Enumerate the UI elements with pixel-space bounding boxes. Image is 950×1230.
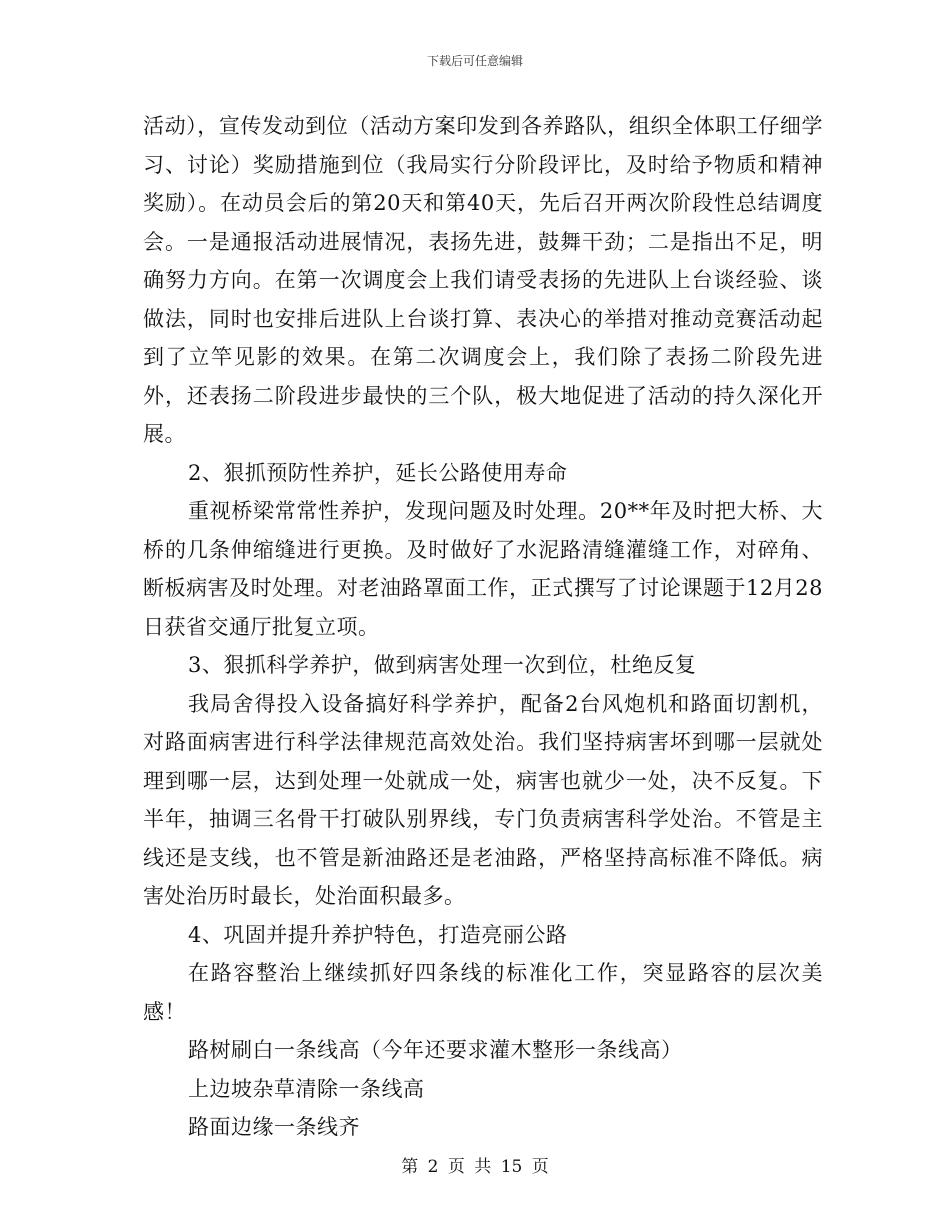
list-line-3: 路面边缘一条线齐 bbox=[188, 1115, 360, 1139]
heading-4: 4、巩固并提升养护特色，打造亮丽公路 bbox=[188, 922, 568, 947]
page-footer: 第 2 页 共 15 页 bbox=[401, 1157, 549, 1177]
paragraph-4: 在路容整治上继续抓好四条线的标准化工作，突显路容的层次美感！ bbox=[143, 961, 823, 1024]
list-line-2: 上边坡杂草清除一条线高 bbox=[188, 1076, 425, 1101]
page-header: 下载后可任意编辑 bbox=[426, 54, 523, 68]
paragraph-3: 我局舍得投入设备搞好科学养护，配备2台风炮机和路面切割机，对路面病害进行科学法律规范高效处治。我们坚持病害坏到哪一层就处理到哪一层，达到处理一处就成一处，病害也就少一处，决不反复。下半年，抽调三名骨干打破队别界线，专门负责病害科学处治。不管是主线还是支线，也不管是新油路还是老油路，严格坚持高标准不降低。病害处治历时最长，处治面积最多。 bbox=[143, 691, 823, 908]
heading-2: 2、狠抓预防性养护，延长公路使用寿命 bbox=[188, 460, 568, 485]
paragraph-2: 重视桥梁常常性养护，发现问题及时处理。20**年及时把大桥、大桥的几条伸缩缝进行更换。及时做好了水泥路清缝灌缝工作，对碎角、断板病害及时处理。对老油路罩面工作，正式撰写了讨论课题于12月28日获省交通厅批复立项。 bbox=[143, 499, 823, 639]
list-line-1: 路树刷白一条线高（今年还要求灌木整形一条线高） bbox=[188, 1038, 683, 1062]
document-body bbox=[143, 107, 823, 1147]
heading-3: 3、狠抓科学养护，做到病害处理一次到位，杜绝反复 bbox=[188, 653, 697, 677]
paragraph-1: 活动），宣传发动到位（活动方案印发到各养路队，组织全体职工仔细学习、讨论）奖励措施到位（我局实行分阶段评比，及时给予物质和精神奖励）。在动员会后的第20天和第40天，先后召开两次阶段性总结调度会。一是通报活动进展情况，表扬先进，鼓舞干劲；二是指出不足，明确努力方向。在第一次调度会上我们请受表扬的先进队上台谈经验、谈做法，同时也安排后进队上台谈打算、表决心的举措对推动竞赛活动起到了立竿见影的效果。在第二次调度会上，我们除了表扬二阶段先进外，还表扬二阶段进步最快的三个队，极大地促进了活动的持久深化开展。 bbox=[143, 114, 823, 446]
